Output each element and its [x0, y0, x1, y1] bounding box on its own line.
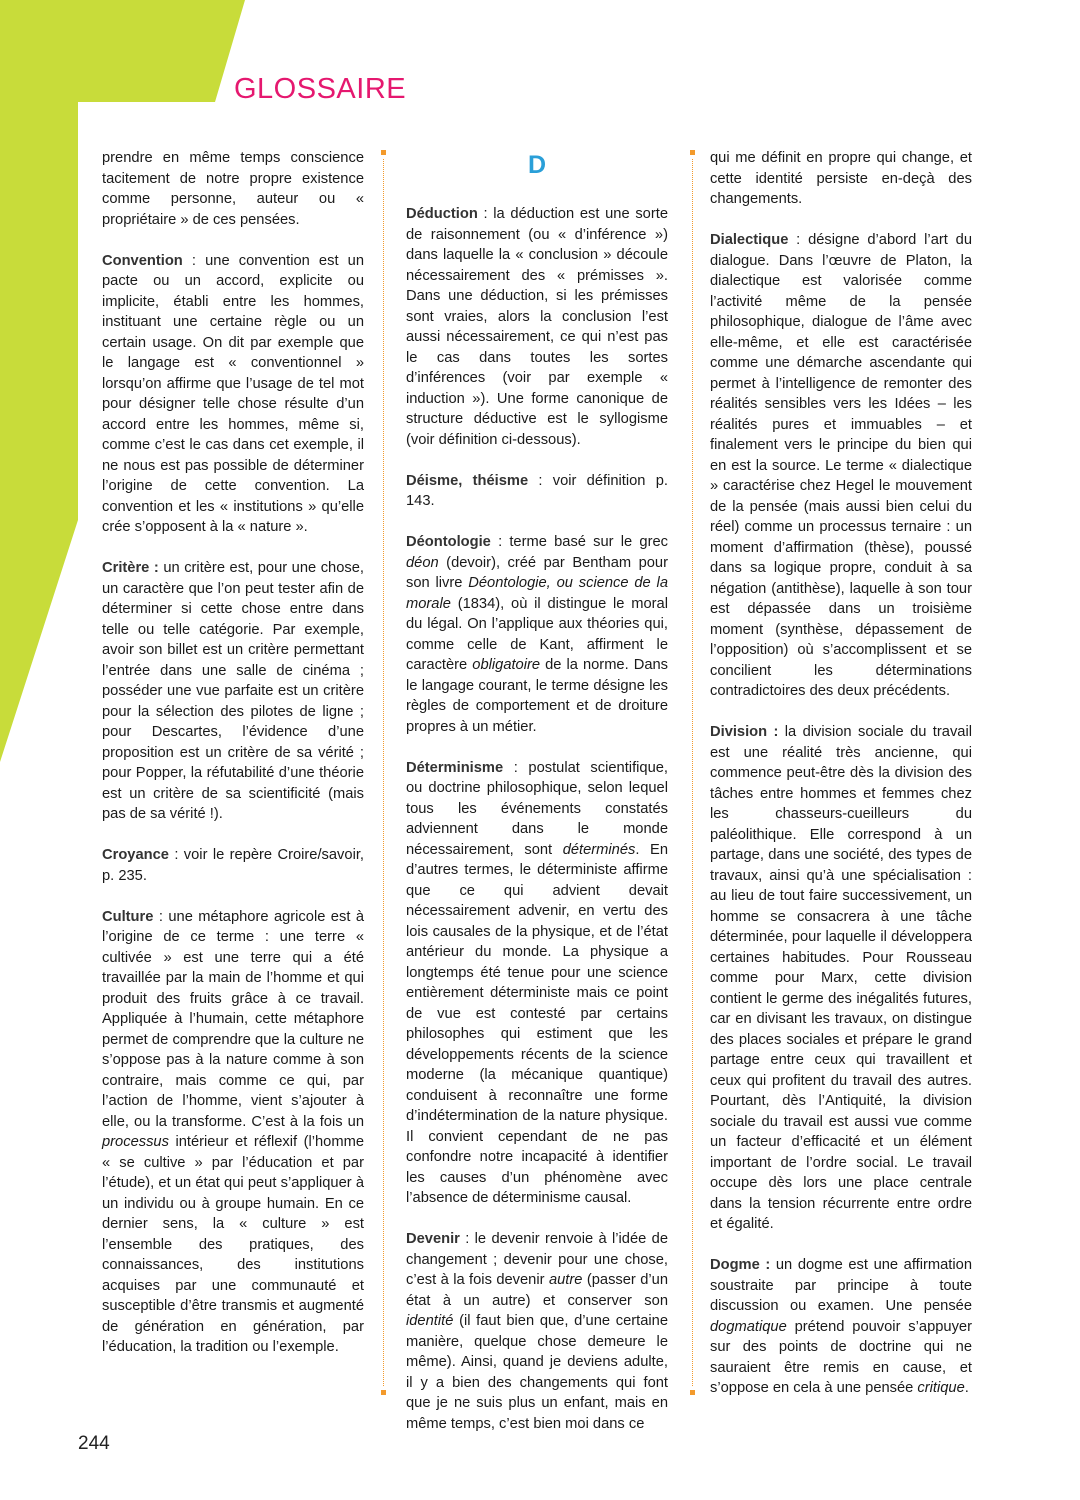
column-2: [406, 204, 668, 1455]
entry-deduction: Déduction : la déduction est une sorte de raisonnement (ou « d’inférence ») dans laquelle la « conclusion » découle nécessairement des « prémisses ». Dans une déduction, si les prémisses sont vraies, alors la conclusion l’est aussi nécessairement, ce qui n’est pas le cas dans toutes les sortes d’inférences (voir par exemple « induction »). Une forme canonique de structure déductive est le syllogisme (voir définition ci-dessous).: [406, 206, 668, 448]
term-devenir: Devenir: [406, 1231, 460, 1247]
term-deontologie: Déontologie: [406, 534, 491, 550]
entry-convention: Convention : une convention est un pacte ou un accord, explicite ou implicite, établi entre les hommes, instituant une certaine règle ou un certain usage. On dit par exemple que le langage est « conventionnel » lorsqu’on affirme que l’usage de tel mot pour désigner telle chose résulte d’un accord entre les hommes, même si, comme c’est le cas dans cet exemple, il ne nous est pas possible de déterminer l’origine de cette convention. La convention et les « institutions » qu’elle crée s’opposent à la « nature ».: [102, 252, 364, 535]
term-deisme: Déisme, théisme: [406, 472, 529, 489]
entry-continuation: prendre en même temps conscience tacitement de notre propre existence comme personne, auteur ou « propriétaire » de ces pensées.: [102, 150, 364, 228]
entry-critere: Critère : un critère est, pour une chose, un caractère que l’on peut tester afin de déterminer si cette chose entre dans telle ou telle catégorie. Par exemple, avoir son billet est un critère permettant l’entrée dans une salle de cinéma ; posséder une vue parfaite est un critère pour la sélection des pilotes de ligne ; pour Descartes, l’évidence d’une proposition est un critère de sa vérité ; pour Popper, la réfutabilité d’une théorie est un critère de sa scientificité (mais pas de sa vérité !).: [102, 560, 364, 822]
term-dialectique: Dialectique: [710, 232, 789, 248]
page-number: 244: [78, 1433, 110, 1454]
term-convention: Convention: [102, 252, 183, 269]
column-1: [102, 148, 364, 1378]
entry-croyance: Croyance : voir le repère Croire/savoir, p. 235.: [102, 847, 364, 884]
entry-dialectique: Dialectique : désigne d’abord l’art du dialogue. Dans l’œuvre de Platon, la dialectique est valorisée comme l’activité même de la pensée philosophique, dialogue de l’âme avec elle-même, et elle est caractérisée comme une démarche ascendante qui permet à l’intelligence de remonter des réalités sensibles vers les Idées – les réalités pures et immuables – et finalement vers le principe du bien qui en est la source. Le terme « dialectique » caractérise chez Hegel le mouvement de la pensée (mais aussi bien celui du réel) comme un processus ternaire : un moment d’affirmation (thèse), poussé dans sa logique propre, conduit à sa négation (antithèse), laquelle à son tour est dépassée dans un troisième moment (synthèse, dépassement de l’opposition) où s’accomplissent et se concilient les déterminations contradictoires des deux précédents.: [710, 232, 972, 699]
entry-continuation: qui me définit en propre qui change, et cette identité persiste en-deçà des changements.: [710, 150, 972, 207]
term-culture: Culture: [102, 908, 154, 925]
entry-devenir: Devenir : le devenir renvoie à l’idée de changement ; devenir pour une chose, c’est à la fois devenir autre (passer d’un état à un autre) et conserver son identité (il faut bien que, d’une certaine manière, quelque chose demeure le même). Ainsi, quand je deviens adulte, il y a bien des changements qui font que je ne suis plus un enfant, mais en même temps, c’est bien moi dans ce: [406, 1231, 669, 1432]
entry-deontologie: Déontologie : terme basé sur le grec déon (devoir), créé par Bentham pour son livre Déontologie, ou science de la morale (1834), où il distingue le moral du légal. On l’applique aux théories qui, comme celle de Kant, affirment le caractère obligatoire de la norme. Dans le langage courant, le terme désigne les règles de comportement et de droiture propres à un métier.: [406, 534, 669, 735]
column-separator-2: [690, 150, 696, 1395]
term-critere: Critère :: [102, 560, 159, 576]
entry-division: Division : la division sociale du travail est une réalité très ancienne, qui commence peut-être dès la division des tâches entre hommes et femmes chez les chasseurs-cueilleurs du paléolithique. Elle correspond à un partage, dans une société, des types de travaux, ainsi qu’à une spécialisation : au lieu de tout faire successivement, un homme se consacrera à une tâche déterminée, pour laquelle il développera certaines habitudes. Pour Rousseau comme pour Marx, cette division contient le germe des inégalités futures, car en divisant les travaux, on distingue des places sociales et prépare le grand partage entre ceux qui travaillent et ceux qui profitent du travail des autres. Pourtant, dès l’Antiquité, la division sociale du travail est aussi vue comme un facteur d’efficacité et un élément important de l’ordre social. Le travail occupe dès lors une place centrale dans la tension récurrente entre ordre et égalité.: [710, 724, 972, 1232]
term-deduction: Déduction: [406, 206, 478, 222]
page-title: GLOSSAIRE: [234, 73, 407, 105]
section-letter: D: [527, 151, 547, 179]
column-3: [710, 148, 972, 1419]
term-division: Division :: [710, 724, 779, 740]
column-separator-1: [381, 150, 387, 1395]
entry-dogme: Dogme : un dogme est une affirmation soustraite par principe à toute discussion ou examen. Une pensée dogmatique prétend pouvoir s’appuyer sur des points de doctrine qui ne sauraient être remis en cause, et s’oppose en cela à une pensée critique.: [710, 1257, 972, 1396]
entry-deisme: Déisme, théisme : voir définition p. 143.: [406, 472, 668, 509]
term-determinisme: Déterminisme: [406, 759, 504, 776]
term-croyance: Croyance: [102, 847, 169, 863]
entry-culture: Culture : une métaphore agricole est à l’origine de ce terme : une terre « cultivée » est une terre qui a été travaillée par la main de l’homme et qui produit des fruits grâce à ce travail. Appliquée à l’humain, cette métaphore permet de comprendre que la culture ne s’oppose pas à la nature comme à son contraire, mais comme ce qui, par l’action de l’homme, vient s’ajouter à elle, ou la transforme. C’est à la fois un processus intérieur et réflexif (l’homme « se cultive » par l’éducation et par l’étude), et un état qui peut s’appliquer à un individu ou à groupe humain. En ce dernier sens, la « culture » est l’ensemble des pratiques, des connaissances, des institutions acquises par une communauté et susceptible d’être transmis et augmenté de génération en génération, par l’éducation, la tradition ou l’exemple.: [102, 908, 364, 1355]
term-dogme: Dogme :: [710, 1257, 771, 1273]
entry-determinisme: Déterminisme : postulat scientifique, ou doctrine philosophique, selon lequel tous les événements constatés adviennent dans le monde nécessairement, sont déterminés. En d’autres termes, le déterministe affirme que ce qui advient devait nécessairement advenir, en vertu des lois causales de la physique, et de l’état antérieur du monde. La physique a longtemps été tenue pour une science entièrement déterministe mais ce point de vue est contesté par certains philosophes qui estiment que les développements récents de la science moderne (la mécanique quantique) conduisent à reconnaître une forme d’indétermination de la nature physique. Il convient cependant de ne pas confondre notre incapacité à identifier les causes d’un phénomène avec l’absence de déterminisme causal.: [406, 759, 668, 1206]
